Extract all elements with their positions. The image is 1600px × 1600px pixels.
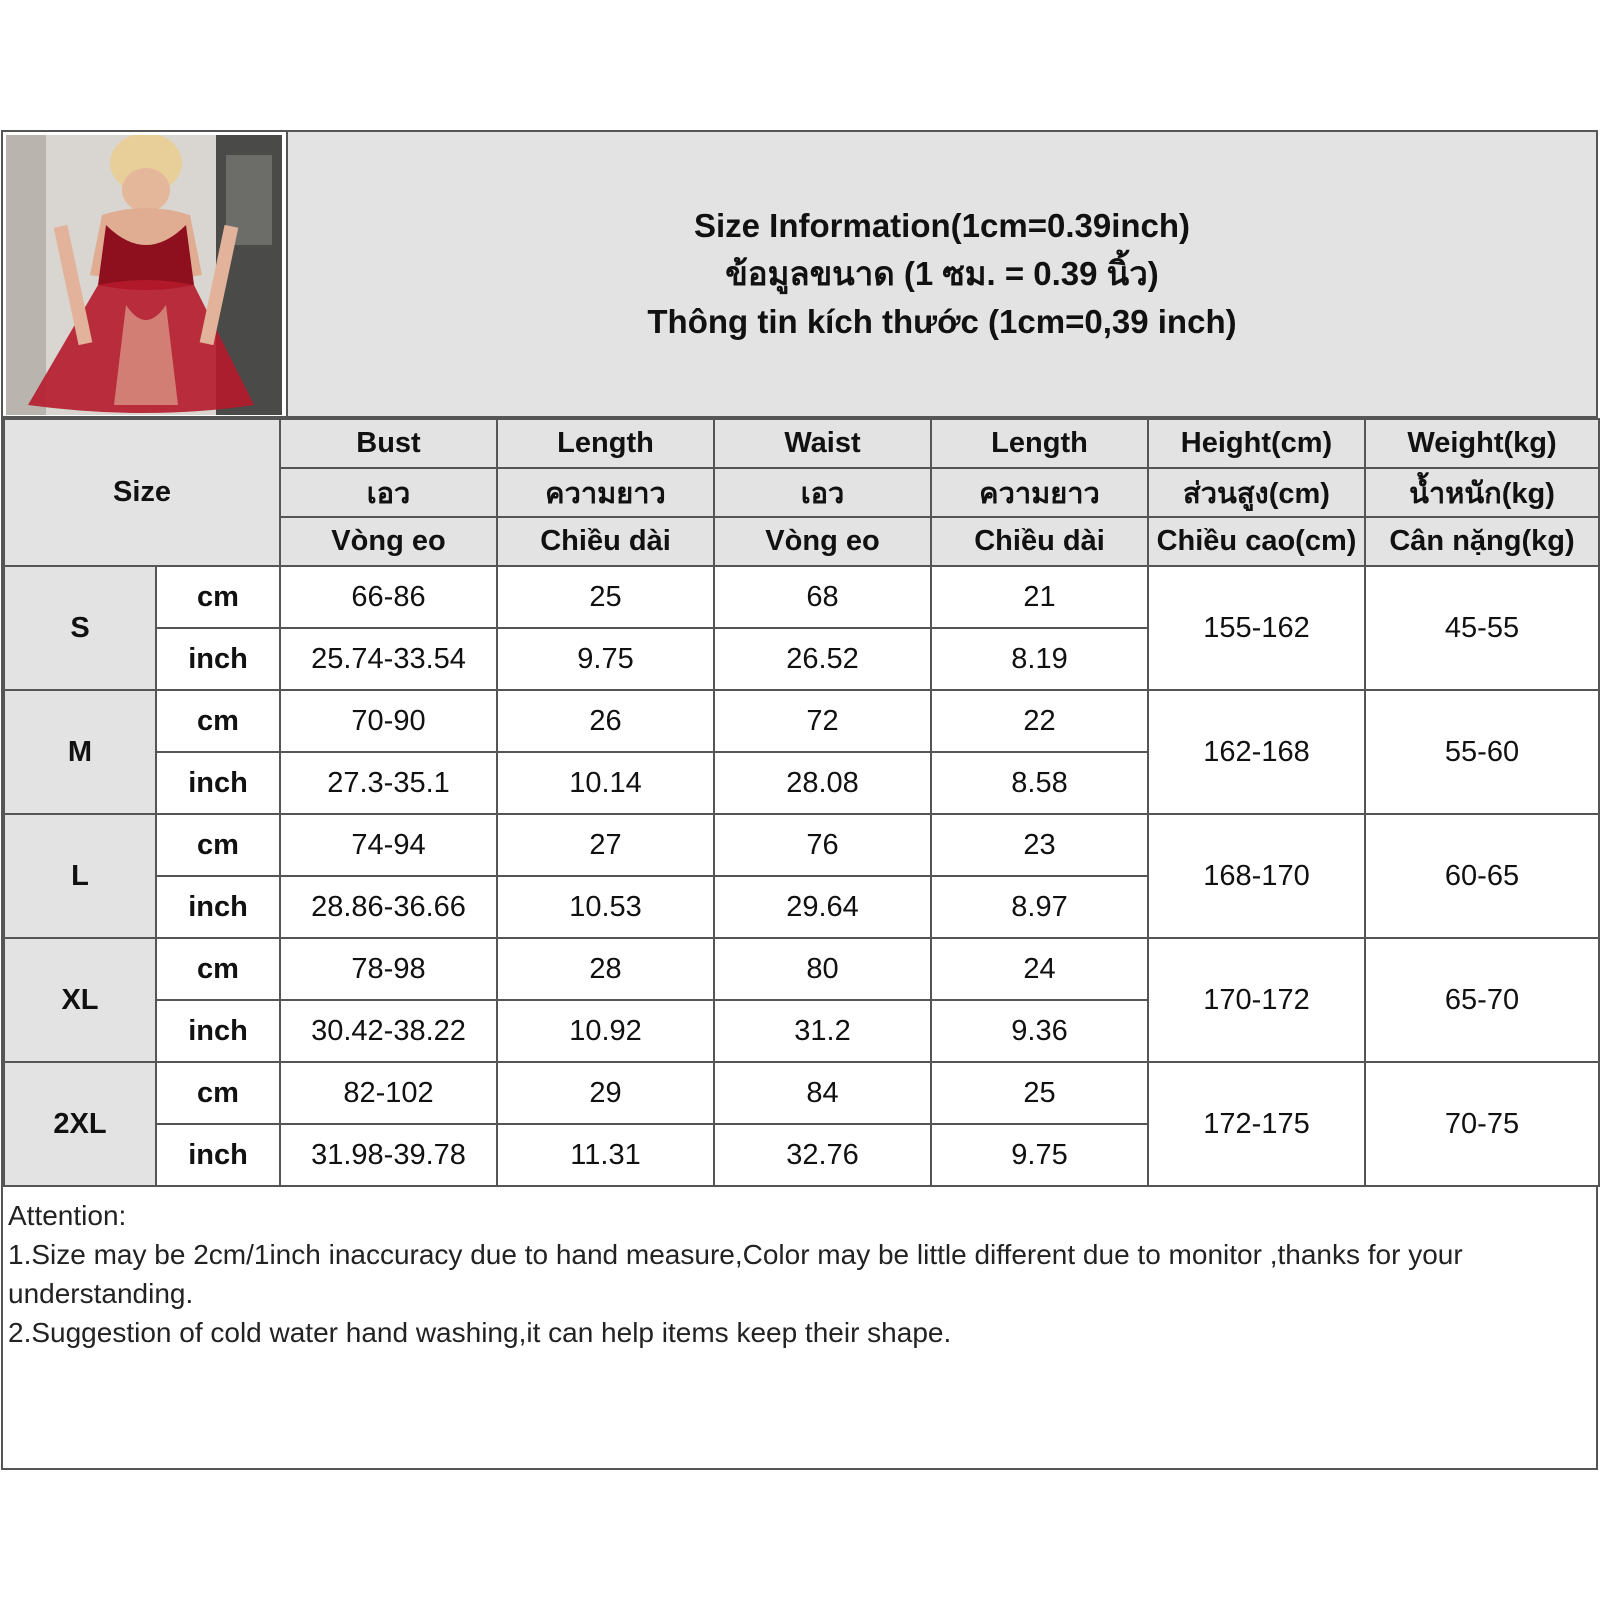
- notes-line-1: 1.Size may be 2cm/1inch inaccuracy due to hand measure,Color may be little different due to monitor ,thanks for your understanding.: [8, 1239, 1463, 1309]
- cell-value: 74-94: [280, 814, 497, 876]
- cell-value: 21: [931, 566, 1148, 628]
- cell-value: 70-90: [280, 690, 497, 752]
- cell-value: 31.98-39.78: [280, 1124, 497, 1186]
- column-header-4-th: ความยาว: [931, 468, 1148, 517]
- column-header-3-vi: Vòng eo: [714, 517, 931, 566]
- column-header-2-en: Length: [497, 419, 714, 468]
- cell-value: 30.42-38.22: [280, 1000, 497, 1062]
- unit-label: cm: [156, 1062, 280, 1124]
- cell-value: 68: [714, 566, 931, 628]
- title-english: Size Information(1cm=0.39inch): [693, 207, 1191, 244]
- column-header-2-vi: Chiều dài: [497, 517, 714, 566]
- cell-value: 84: [714, 1062, 931, 1124]
- cell-value: 78-98: [280, 938, 497, 1000]
- title-box: [286, 132, 1596, 416]
- column-header-4-vi: Chiều dài: [931, 517, 1148, 566]
- column-header-4-en: Length: [931, 419, 1148, 468]
- unit-label: inch: [156, 1124, 280, 1186]
- size-table: [3, 418, 1600, 1187]
- cell-value: 28.86-36.66: [280, 876, 497, 938]
- cell-value: 76: [714, 814, 931, 876]
- cell-value: 25.74-33.54: [280, 628, 497, 690]
- table-row: [4, 938, 1599, 1000]
- weight-value: 55-60: [1365, 690, 1599, 814]
- cell-value: 29: [497, 1062, 714, 1124]
- size-chart-sheet: [1, 130, 1598, 1470]
- header-row-en: [4, 419, 1599, 468]
- size-column-header: Size: [4, 419, 280, 566]
- unit-label: inch: [156, 628, 280, 690]
- column-header-5-th: ส่วนสูง(cm): [1148, 468, 1365, 517]
- column-header-2-th: ความยาว: [497, 468, 714, 517]
- cell-value: 28.08: [714, 752, 931, 814]
- cell-value: 10.53: [497, 876, 714, 938]
- cell-value: 10.92: [497, 1000, 714, 1062]
- column-header-3-th: เอว: [714, 468, 931, 517]
- height-value: 168-170: [1148, 814, 1365, 938]
- cell-value: 27: [497, 814, 714, 876]
- height-value: 170-172: [1148, 938, 1365, 1062]
- unit-label: cm: [156, 938, 280, 1000]
- cell-value: 9.75: [931, 1124, 1148, 1186]
- title-thai: ข้อมูลขนาด (1 ซม. = 0.39 นิ้ว): [725, 255, 1159, 292]
- unit-label: inch: [156, 876, 280, 938]
- size-label: S: [4, 566, 156, 690]
- attention-notes: [8, 1196, 1588, 1352]
- unit-label: inch: [156, 1000, 280, 1062]
- column-header-6-en: Weight(kg): [1365, 419, 1599, 468]
- table-row: [4, 814, 1599, 876]
- unit-label: cm: [156, 690, 280, 752]
- cell-value: 9.36: [931, 1000, 1148, 1062]
- cell-value: 28: [497, 938, 714, 1000]
- cell-value: 9.75: [497, 628, 714, 690]
- cell-value: 22: [931, 690, 1148, 752]
- size-label: L: [4, 814, 156, 938]
- cell-value: 25: [497, 566, 714, 628]
- weight-value: 70-75: [1365, 1062, 1599, 1186]
- height-value: 155-162: [1148, 566, 1365, 690]
- cell-value: 8.58: [931, 752, 1148, 814]
- column-header-3-en: Waist: [714, 419, 931, 468]
- table-row: [4, 1062, 1599, 1124]
- weight-value: 45-55: [1365, 566, 1599, 690]
- height-value: 172-175: [1148, 1062, 1365, 1186]
- unit-label: cm: [156, 814, 280, 876]
- column-header-5-en: Height(cm): [1148, 419, 1365, 468]
- cell-value: 8.97: [931, 876, 1148, 938]
- cell-value: 11.31: [497, 1124, 714, 1186]
- unit-label: inch: [156, 752, 280, 814]
- size-label: 2XL: [4, 1062, 156, 1186]
- cell-value: 8.19: [931, 628, 1148, 690]
- weight-value: 65-70: [1365, 938, 1599, 1062]
- cell-value: 31.2: [714, 1000, 931, 1062]
- header-row: [3, 132, 1596, 418]
- cell-value: 25: [931, 1062, 1148, 1124]
- product-photo: [6, 135, 282, 415]
- cell-value: 32.76: [714, 1124, 931, 1186]
- notes-line-2: 2.Suggestion of cold water hand washing,it can help items keep their shape.: [8, 1317, 952, 1348]
- cell-value: 29.64: [714, 876, 931, 938]
- size-label: XL: [4, 938, 156, 1062]
- size-label: M: [4, 690, 156, 814]
- product-photo-image: [6, 135, 282, 415]
- notes-heading: Attention:: [8, 1200, 127, 1231]
- cell-value: 26.52: [714, 628, 931, 690]
- cell-value: 82-102: [280, 1062, 497, 1124]
- title-vietnamese: Thông tin kích thước (1cm=0,39 inch): [647, 303, 1237, 340]
- weight-value: 60-65: [1365, 814, 1599, 938]
- column-header-6-th: น้ำหนัก(kg): [1365, 468, 1599, 517]
- cell-value: 23: [931, 814, 1148, 876]
- cell-value: 24: [931, 938, 1148, 1000]
- column-header-1-vi: Vòng eo: [280, 517, 497, 566]
- cell-value: 66-86: [280, 566, 497, 628]
- cell-value: 72: [714, 690, 931, 752]
- height-value: 162-168: [1148, 690, 1365, 814]
- unit-label: cm: [156, 566, 280, 628]
- cell-value: 80: [714, 938, 931, 1000]
- table-row: [4, 690, 1599, 752]
- cell-value: 27.3-35.1: [280, 752, 497, 814]
- cell-value: 26: [497, 690, 714, 752]
- column-header-1-th: เอว: [280, 468, 497, 517]
- column-header-1-en: Bust: [280, 419, 497, 468]
- column-header-5-vi: Chiều cao(cm): [1148, 517, 1365, 566]
- table-row: [4, 566, 1599, 628]
- column-header-6-vi: Cân nặng(kg): [1365, 517, 1599, 566]
- cell-value: 10.14: [497, 752, 714, 814]
